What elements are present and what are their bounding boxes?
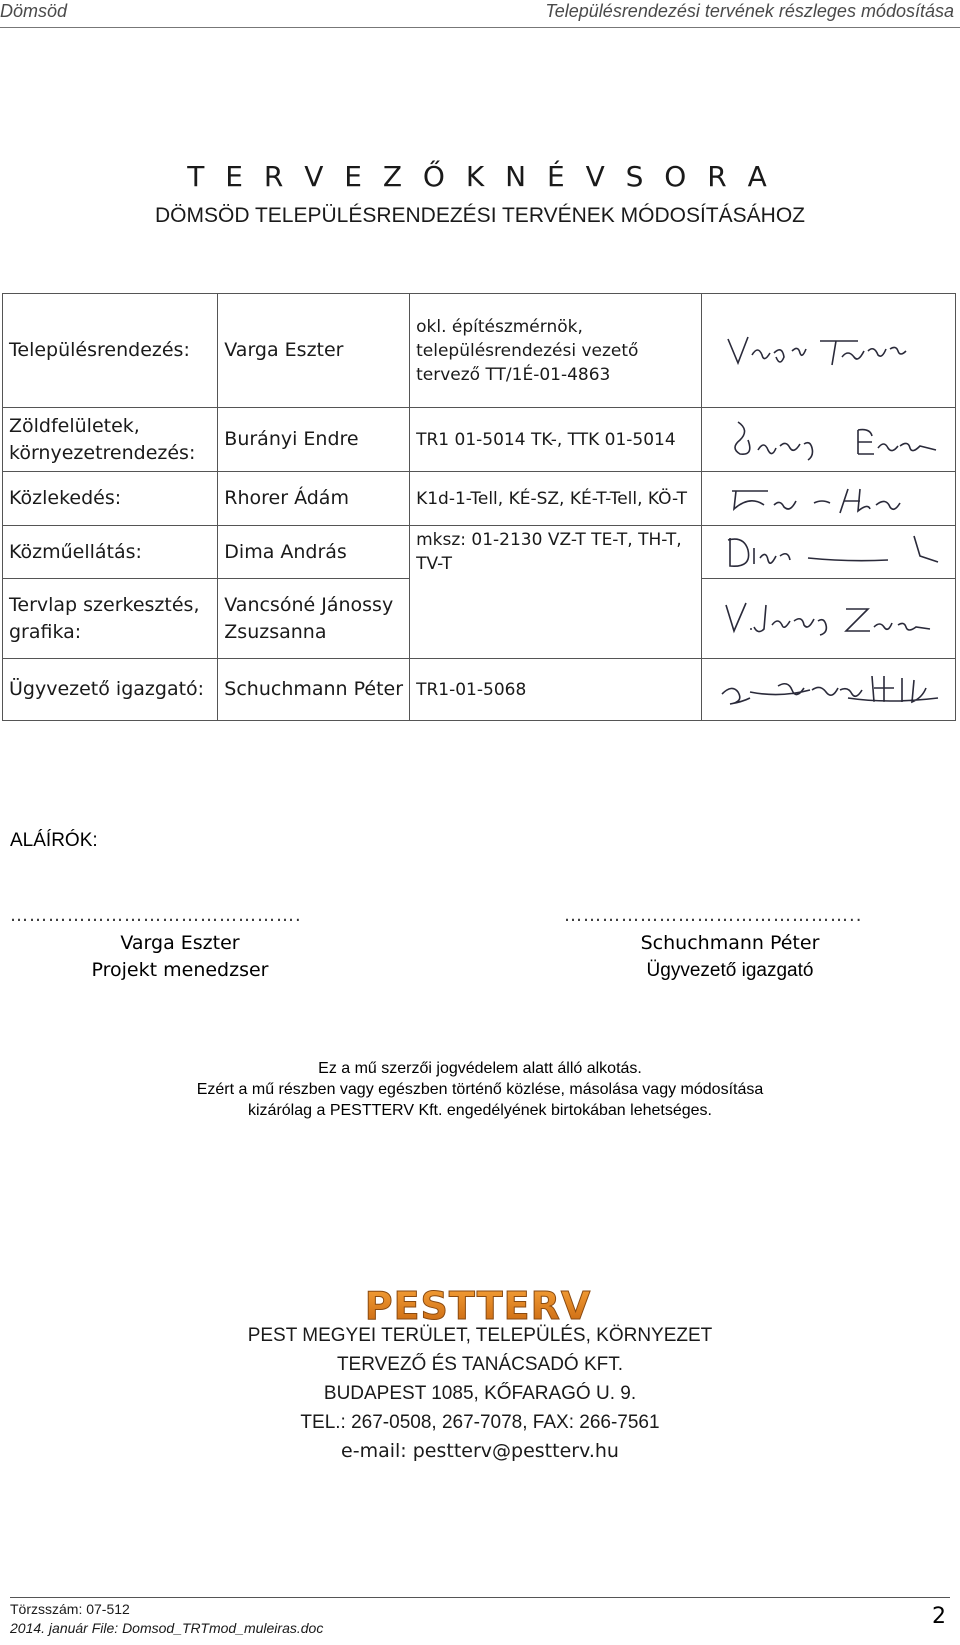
signers-label: ALÁÍRÓK: <box>10 830 98 851</box>
company-info <box>0 1321 960 1466</box>
document-title: T E R V E Z Ő K N É V S O R A <box>187 160 773 193</box>
footer-file: 2014. január File: Domsod_TRTmod_muleiras.doc <box>10 1620 324 1636</box>
copyright-line: Ezért a mű részben vagy egészben történő közlése, másolása vagy módosítása <box>196 1081 764 1098</box>
table-row <box>3 526 956 579</box>
credential-cell: TR1-01-5068 <box>410 659 702 721</box>
header-right: Településrendezési tervének részleges módosítása <box>545 1 954 21</box>
signature-vancsone <box>708 595 948 643</box>
table-row <box>3 408 956 472</box>
signature-line-left: ………………………………………. <box>10 905 302 926</box>
signature-cell <box>701 294 955 408</box>
company-email: e-mail: pestterv@pestterv.hu <box>341 1440 619 1462</box>
company-line: TERVEZŐ ÉS TANÁCSADÓ KFT. <box>336 1354 624 1375</box>
credential-cell <box>410 579 702 659</box>
role-cell: Településrendezés: <box>3 294 218 408</box>
signature-cell <box>701 408 955 472</box>
name-cell: Rhorer Ádám <box>218 472 410 526</box>
role-cell: Zöldfelületek, környezetrendezés: <box>3 408 218 472</box>
signature-line-right: ……………………………………….. <box>564 905 863 926</box>
header-left: Dömsöd <box>0 1 68 21</box>
signature-schuchmann <box>708 666 948 714</box>
name-cell: Schuchmann Péter <box>218 659 410 721</box>
credential-cell: mksz: 01-2130 VZ-T TE-T, TH-T, TV-T <box>410 526 702 579</box>
signature-cell <box>701 526 955 579</box>
name-cell: Varga Eszter <box>218 294 410 408</box>
signer-name: Schuchmann Péter <box>640 932 820 954</box>
document-subtitle: DÖMSÖD TELEPÜLÉSRENDEZÉSI TERVÉNEK MÓDOSÍTÁSÁHOZ <box>155 204 805 227</box>
credential-cell: okl. építészmérnök, településrendezési vezető tervező TT/1É-01-4863 <box>410 294 702 408</box>
signer-title: Projekt menedzser <box>91 959 269 981</box>
footer-info <box>10 1600 323 1638</box>
signature-dima <box>708 528 948 576</box>
credential-cell: K1d-1-Tell, KÉ-SZ, KÉ-T-Tell, KÖ-T <box>410 472 702 526</box>
company-address: BUDAPEST 1085, KŐFARAGÓ U. 9. <box>323 1383 637 1404</box>
role-cell: Közlekedés: <box>3 472 218 526</box>
signer-right <box>590 930 870 984</box>
signer-title: Ügyvezető igazgató <box>646 960 814 981</box>
signature-rhorer <box>708 475 948 523</box>
signer-name: Varga Eszter <box>120 932 240 954</box>
signature-varga <box>708 327 948 375</box>
signature-cell <box>701 472 955 526</box>
copyright-line: Ez a mű szerzői jogvédelem alatt álló alkotás. <box>318 1060 642 1077</box>
signer-left <box>60 930 300 984</box>
signature-cell <box>701 659 955 721</box>
pestterv-logo <box>365 1284 591 1324</box>
header-rule <box>0 27 960 28</box>
role-cell: Közműellátás: <box>3 526 218 579</box>
footer-rule <box>10 1597 950 1598</box>
copyright-line: kizárólag a PESTTERV Kft. engedélyének birtokában lehetséges. <box>248 1102 712 1119</box>
name-cell: Burányi Endre <box>218 408 410 472</box>
copyright-notice <box>0 1058 960 1121</box>
signature-buranyi <box>708 416 948 464</box>
company-line: PEST MEGYEI TERÜLET, TELEPÜLÉS, KÖRNYEZET <box>247 1325 713 1346</box>
table-row <box>3 472 956 526</box>
role-cell: Tervlap szerkesztés, grafika: <box>3 579 218 659</box>
page-number: 2 <box>932 1604 946 1629</box>
credential-cell: TR1 01-5014 TK-, TTK 01-5014 <box>410 408 702 472</box>
role-cell: Ügyvezető igazgató: <box>3 659 218 721</box>
logo-text: PESTTERV <box>365 1284 591 1324</box>
page-header <box>0 0 960 26</box>
table-row <box>3 294 956 408</box>
designers-table <box>2 293 956 721</box>
name-cell: Dima András <box>218 526 410 579</box>
table-row <box>3 579 956 659</box>
signature-cell <box>701 579 955 659</box>
company-phone: TEL.: 267-0508, 267-7078, FAX: 266-7561 <box>300 1412 660 1433</box>
name-cell: Vancsóné Jánossy Zsuzsanna <box>218 579 410 659</box>
table-row <box>3 659 956 721</box>
footer-registry: Törzsszám: 07-512 <box>10 1601 130 1617</box>
